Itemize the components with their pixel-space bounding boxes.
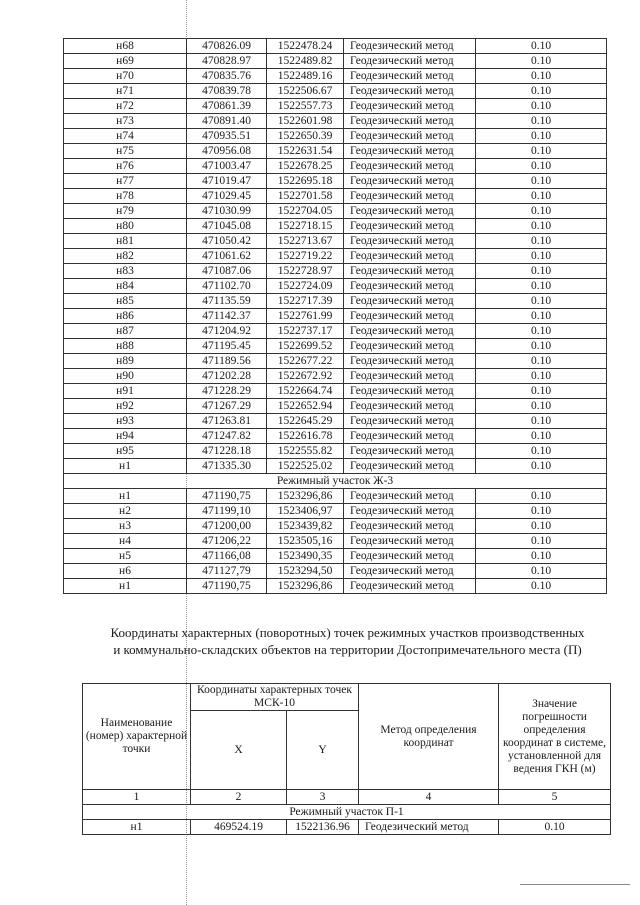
section-title: Режимный участок П-1 [83,805,611,820]
error-value: 0.10 [476,114,607,129]
method: Геодезический метод [344,234,476,249]
point-name: н94 [64,429,187,444]
coord-x: 470861.39 [187,99,267,114]
coord-y: 1522713.67 [267,234,344,249]
coord-y: 1522672.92 [267,369,344,384]
error-value: 0.10 [476,309,607,324]
table-row [64,69,607,84]
coord-y: 1522728.97 [267,264,344,279]
column-number-row [83,790,611,805]
point-name: н1 [64,459,187,474]
error-value: 0.10 [476,249,607,264]
coord-x: 471030.99 [187,204,267,219]
coord-y: 1522678.25 [267,159,344,174]
point-name: н3 [64,519,187,534]
table-row [64,219,607,234]
table-row [64,429,607,444]
method: Геодезический метод [344,204,476,219]
point-name: н93 [64,414,187,429]
point-name: н73 [64,114,187,129]
table-row [64,39,607,54]
coordinates-table-upper [63,38,607,594]
error-value: 0.10 [476,459,607,474]
coord-y: 1522136.96 [287,820,359,835]
error-value: 0.10 [476,399,607,414]
table-row [64,354,607,369]
header-error: Значение погрешности определения координат в системе, установленной для ведения ГКН (м) [499,684,611,790]
table-row [64,234,607,249]
table-row [64,534,607,549]
error-value: 0.10 [476,444,607,459]
method: Геодезический метод [344,279,476,294]
col-number-1: 1 [83,790,191,805]
table-row [64,84,607,99]
coord-x: 471061.62 [187,249,267,264]
coord-x: 470826.09 [187,39,267,54]
point-name: н6 [64,564,187,579]
coord-y: 1522489.16 [267,69,344,84]
coord-y: 1523406,97 [267,504,344,519]
point-name: н1 [64,579,187,594]
section-row [64,474,607,489]
coord-x: 471228.29 [187,384,267,399]
point-name: н81 [64,234,187,249]
error-value: 0.10 [476,579,607,594]
coord-x: 470828.97 [187,54,267,69]
point-name: н2 [64,504,187,519]
table-row [64,414,607,429]
coord-y: 1522557.73 [267,99,344,114]
coord-x: 471200,00 [187,519,267,534]
caption-line-2: и коммунально-складских объектов на территории Достопримечательного места (П) [113,642,582,657]
method: Геодезический метод [344,69,476,84]
table-row [64,459,607,474]
coordinates-table-lower [82,683,611,835]
table-row [64,504,607,519]
coord-y: 1522701.58 [267,189,344,204]
method: Геодезический метод [344,99,476,114]
error-value: 0.10 [476,519,607,534]
coord-y: 1522664.74 [267,384,344,399]
method: Геодезический метод [344,264,476,279]
error-value: 0.10 [476,564,607,579]
coord-y: 1522677.22 [267,354,344,369]
coord-x: 470956.08 [187,144,267,159]
coord-y: 1523296,86 [267,579,344,594]
point-name: н85 [64,294,187,309]
method: Геодезический метод [344,309,476,324]
coord-x: 470935.51 [187,129,267,144]
coord-x: 471263.81 [187,414,267,429]
error-value: 0.10 [476,99,607,114]
method: Геодезический метод [344,189,476,204]
coord-x: 471228.18 [187,444,267,459]
method: Геодезический метод [344,249,476,264]
error-value: 0.10 [476,84,607,99]
method: Геодезический метод [344,534,476,549]
coord-y: 1522719.22 [267,249,344,264]
error-value: 0.10 [476,234,607,249]
point-name: н88 [64,339,187,354]
point-name: н84 [64,279,187,294]
point-name: н1 [83,820,191,835]
coord-x: 471202.28 [187,369,267,384]
coord-y: 1522695.18 [267,174,344,189]
table-row [64,264,607,279]
error-value: 0.10 [476,294,607,309]
error-value: 0.10 [476,369,607,384]
method: Геодезический метод [344,354,476,369]
col-number-2: 2 [191,790,287,805]
error-value: 0.10 [476,129,607,144]
table-row [64,174,607,189]
coord-y: 1522724.09 [267,279,344,294]
coord-x: 471135.59 [187,294,267,309]
error-value: 0.10 [476,189,607,204]
method: Геодезический метод [344,399,476,414]
coord-x: 471029.45 [187,189,267,204]
col-number-5: 5 [499,790,611,805]
coord-y: 1522717.39 [267,294,344,309]
method: Геодезический метод [344,174,476,189]
coord-x: 471267.29 [187,399,267,414]
method: Геодезический метод [344,159,476,174]
method: Геодезический метод [359,820,499,835]
error-value: 0.10 [476,69,607,84]
section-row [83,805,611,820]
error-value: 0.10 [476,534,607,549]
table-row [64,144,607,159]
footer-line [520,884,630,885]
table-row [64,399,607,414]
table-caption [70,624,625,658]
coord-y: 1522489.82 [267,54,344,69]
point-name: н4 [64,534,187,549]
coordinates-table-upper-body [64,39,607,594]
point-name: н91 [64,384,187,399]
error-value: 0.10 [476,429,607,444]
method: Геодезический метод [344,324,476,339]
table-row [64,204,607,219]
coord-x: 471087.06 [187,264,267,279]
point-name: н83 [64,264,187,279]
coord-x: 471166,08 [187,549,267,564]
coord-x: 471189.56 [187,354,267,369]
method: Геодезический метод [344,414,476,429]
table-row [64,384,607,399]
point-name: н82 [64,249,187,264]
coord-x: 470891.40 [187,114,267,129]
point-name: н78 [64,189,187,204]
coord-x: 471127,79 [187,564,267,579]
point-name: н87 [64,324,187,339]
error-value: 0.10 [476,324,607,339]
error-value: 0.10 [476,159,607,174]
coord-y: 1523490,35 [267,549,344,564]
table-row [64,564,607,579]
coord-x: 471003.47 [187,159,267,174]
method: Геодезический метод [344,459,476,474]
error-value: 0.10 [476,54,607,69]
method: Геодезический метод [344,549,476,564]
header-coords: Координаты характерных точек МСК-10 [191,684,359,711]
error-value: 0.10 [476,549,607,564]
error-value: 0.10 [476,414,607,429]
error-value: 0.10 [476,384,607,399]
coord-x: 471050.42 [187,234,267,249]
method: Геодезический метод [344,114,476,129]
method: Геодезический метод [344,444,476,459]
error-value: 0.10 [476,144,607,159]
point-name: н72 [64,99,187,114]
table-row [64,294,607,309]
error-value: 0.10 [476,39,607,54]
point-name: н70 [64,69,187,84]
table-row [64,279,607,294]
method: Геодезический метод [344,489,476,504]
header-x: X [191,711,287,790]
coord-x: 471045.08 [187,219,267,234]
table-row [83,820,611,835]
method: Геодезический метод [344,219,476,234]
method: Геодезический метод [344,579,476,594]
table-row [64,159,607,174]
table-row [64,99,607,114]
coord-y: 1522699.52 [267,339,344,354]
header-row-1 [83,684,611,711]
coord-x: 471206,22 [187,534,267,549]
table-row [64,249,607,264]
error-value: 0.10 [476,339,607,354]
coord-y: 1523439,82 [267,519,344,534]
coord-y: 1523294,50 [267,564,344,579]
coord-y: 1522645.29 [267,414,344,429]
point-name: н77 [64,174,187,189]
header-method: Метод определения координат [359,684,499,790]
table-row [64,54,607,69]
table-row [64,579,607,594]
table-row [64,549,607,564]
coord-x: 471190,75 [187,489,267,504]
method: Геодезический метод [344,519,476,534]
point-name: н80 [64,219,187,234]
coord-x: 471204.92 [187,324,267,339]
coord-y: 1523505,16 [267,534,344,549]
coord-x: 471195.45 [187,339,267,354]
method: Геодезический метод [344,429,476,444]
point-name: н79 [64,204,187,219]
coord-y: 1522506.67 [267,84,344,99]
method: Геодезический метод [344,384,476,399]
point-name: н74 [64,129,187,144]
point-name: н1 [64,489,187,504]
error-value: 0.10 [476,279,607,294]
section-title: Режимный участок Ж-3 [64,474,607,489]
point-name: н86 [64,309,187,324]
coord-x: 470835.76 [187,69,267,84]
coord-x: 471335.30 [187,459,267,474]
coord-x: 471247.82 [187,429,267,444]
coord-y: 1522718.15 [267,219,344,234]
table-row [64,444,607,459]
method: Геодезический метод [344,504,476,519]
coord-x: 471019.47 [187,174,267,189]
caption-line-1: Координаты характерных (поворотных) точек режимных участков производственных [110,625,585,640]
coord-x: 471199,10 [187,504,267,519]
coord-x: 471102.70 [187,279,267,294]
point-name: н68 [64,39,187,54]
coord-y: 1522631.54 [267,144,344,159]
coord-y: 1522761.99 [267,309,344,324]
point-name: н5 [64,549,187,564]
table-row [64,189,607,204]
error-value: 0.10 [476,504,607,519]
method: Геодезический метод [344,129,476,144]
point-name: н90 [64,369,187,384]
header-y: Y [287,711,359,790]
coord-y: 1522737.17 [267,324,344,339]
table-row [64,489,607,504]
error-value: 0.10 [476,489,607,504]
method: Геодезический метод [344,369,476,384]
method: Геодезический метод [344,144,476,159]
error-value: 0.10 [476,219,607,234]
coord-y: 1523296,86 [267,489,344,504]
error-value: 0.10 [476,354,607,369]
point-name: н95 [64,444,187,459]
error-value: 0.10 [476,204,607,219]
point-name: н89 [64,354,187,369]
table-row [64,519,607,534]
method: Геодезический метод [344,564,476,579]
method: Геодезический метод [344,84,476,99]
point-name: н92 [64,399,187,414]
coord-y: 1522601.98 [267,114,344,129]
table-row [64,309,607,324]
method: Геодезический метод [344,39,476,54]
coord-y: 1522478.24 [267,39,344,54]
point-name: н69 [64,54,187,69]
method: Геодезический метод [344,339,476,354]
coord-x: 471142.37 [187,309,267,324]
coord-y: 1522525.02 [267,459,344,474]
coord-y: 1522650.39 [267,129,344,144]
table-row [64,324,607,339]
error-value: 0.10 [499,820,611,835]
table-row [64,129,607,144]
coord-x: 471190,75 [187,579,267,594]
coord-y: 1522616.78 [267,429,344,444]
header-point-name: Наименование (номер) характерной точки [83,684,191,790]
coord-y: 1522652.94 [267,399,344,414]
table-row [64,369,607,384]
coord-y: 1522704.05 [267,204,344,219]
point-name: н75 [64,144,187,159]
error-value: 0.10 [476,264,607,279]
coord-x: 470839.78 [187,84,267,99]
col-number-4: 4 [359,790,499,805]
method: Геодезический метод [344,54,476,69]
point-name: н76 [64,159,187,174]
coord-y: 1522555.82 [267,444,344,459]
method: Геодезический метод [344,294,476,309]
table-row [64,114,607,129]
point-name: н71 [64,84,187,99]
col-number-3: 3 [287,790,359,805]
error-value: 0.10 [476,174,607,189]
coord-x: 469524.19 [191,820,287,835]
table-row [64,339,607,354]
